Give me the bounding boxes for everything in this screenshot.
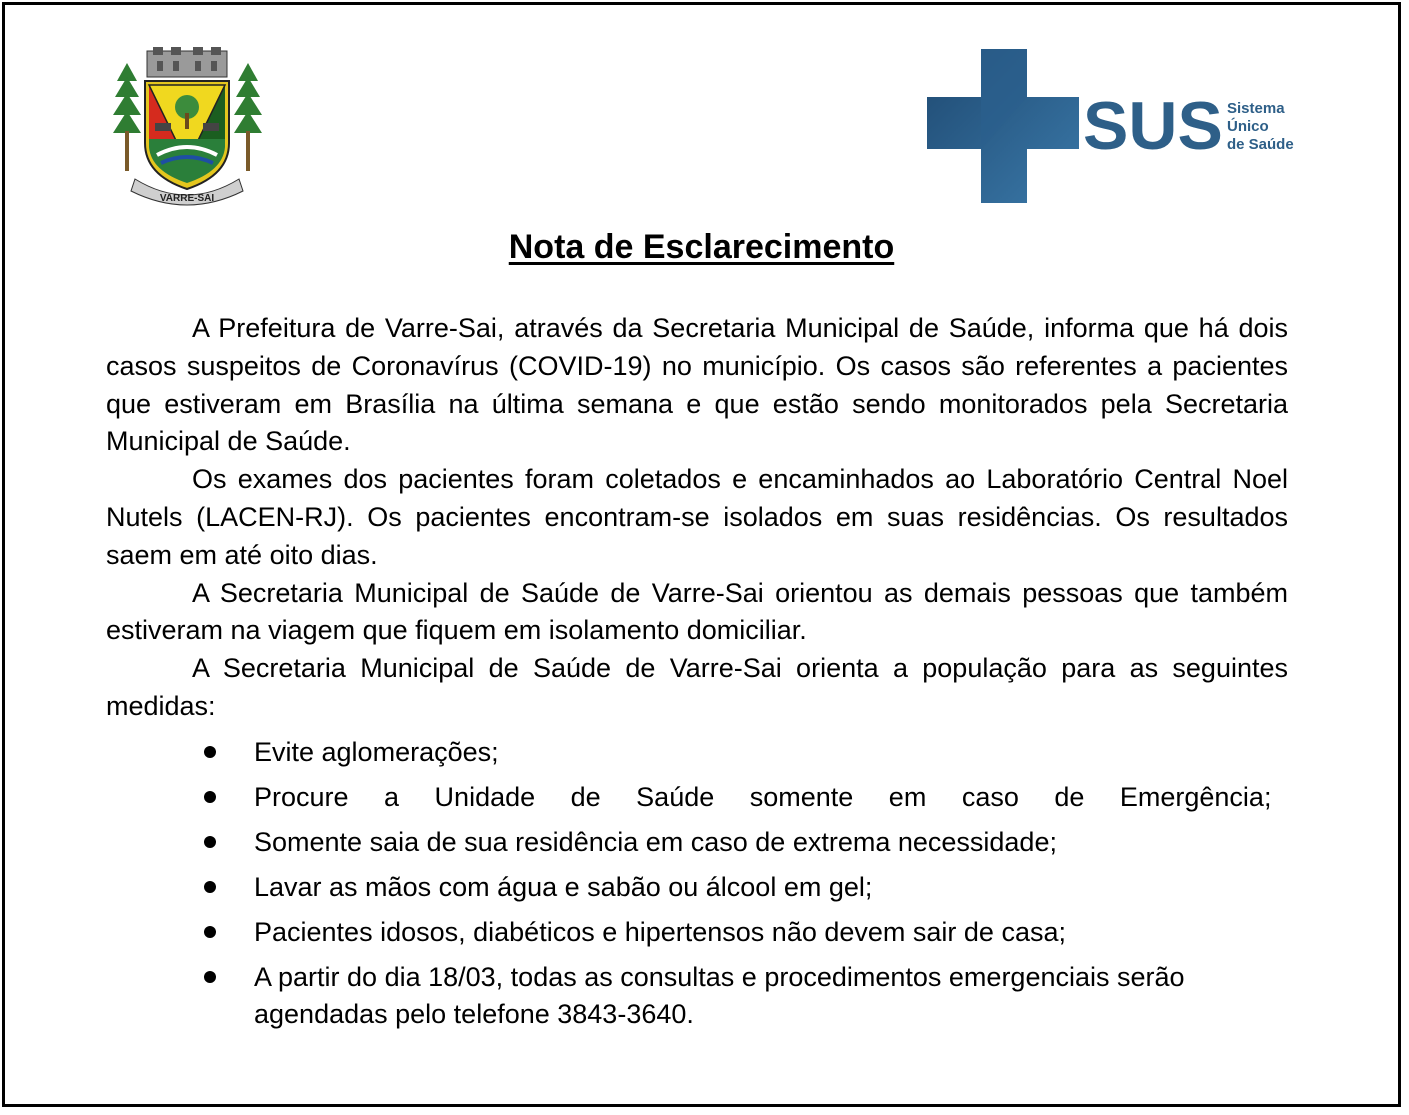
list-item: Pacientes idosos, diabéticos e hipertensos não devem sair de casa;: [106, 914, 1288, 951]
list-item: Evite aglomerações;: [106, 734, 1288, 771]
measures-list: [106, 734, 1288, 1033]
crest-banner-text: VARRE-SAI: [159, 193, 215, 204]
sus-line-1: Sistema: [1227, 100, 1285, 117]
sus-line-2: Único: [1227, 118, 1269, 135]
sus-logo: [927, 49, 1317, 207]
varre-sai-coat-of-arms-icon: [105, 43, 270, 208]
list-item: Lavar as mãos com água e sabão ou álcool em gel;: [106, 869, 1288, 906]
sus-line-3: de Saúde: [1227, 136, 1294, 153]
document-body: [106, 310, 1288, 1041]
paragraph: A Secretaria Municipal de Saúde de Varre-Sai orientou as demais pessoas que também estiveram na viagem que fiquem em isolamento domiciliar.: [106, 577, 1288, 646]
bullet-icon: [204, 926, 216, 938]
paragraph: Os exames dos pacientes foram coletados e encaminhados ao Laboratório Central Noel Nutels (LACEN-RJ). Os pacientes encontram-se isolados em suas residências. Os resultados saem em até oito dias.: [106, 464, 1288, 570]
bullet-icon: [204, 836, 216, 848]
document-title: Nota de Esclarecimento: [508, 228, 895, 266]
paragraph: A Prefeitura de Varre-Sai, através da Secretaria Municipal de Saúde, informa que há dois casos suspeitos de Coronavírus (COVID-19) no município. Os casos são referentes a pacientes que estiveram em Brasília na última semana e que estão sendo monitorados pela Secretaria Municipal de Saúde.: [106, 313, 1288, 457]
list-item: A partir do dia 18/03, todas as consultas e procedimentos emergenciais serão agendadas pelo telefone 3843-3640.: [106, 959, 1288, 1033]
bullet-icon: [204, 971, 216, 983]
sus-acronym: SUS: [1083, 88, 1223, 164]
list-item: Procure a Unidade de Saúde somente em caso de Emergência;: [106, 779, 1288, 816]
list-item: Somente saia de sua residência em caso de extrema necessidade;: [106, 824, 1288, 861]
medical-cross-icon: [927, 49, 1079, 203]
document-page: [2, 2, 1401, 1107]
bullet-icon: [204, 881, 216, 893]
paragraph: A Secretaria Municipal de Saúde de Varre-Sai orienta a população para as seguintes medidas:: [106, 653, 1288, 721]
bullet-icon: [204, 746, 216, 758]
bullet-icon: [204, 791, 216, 803]
